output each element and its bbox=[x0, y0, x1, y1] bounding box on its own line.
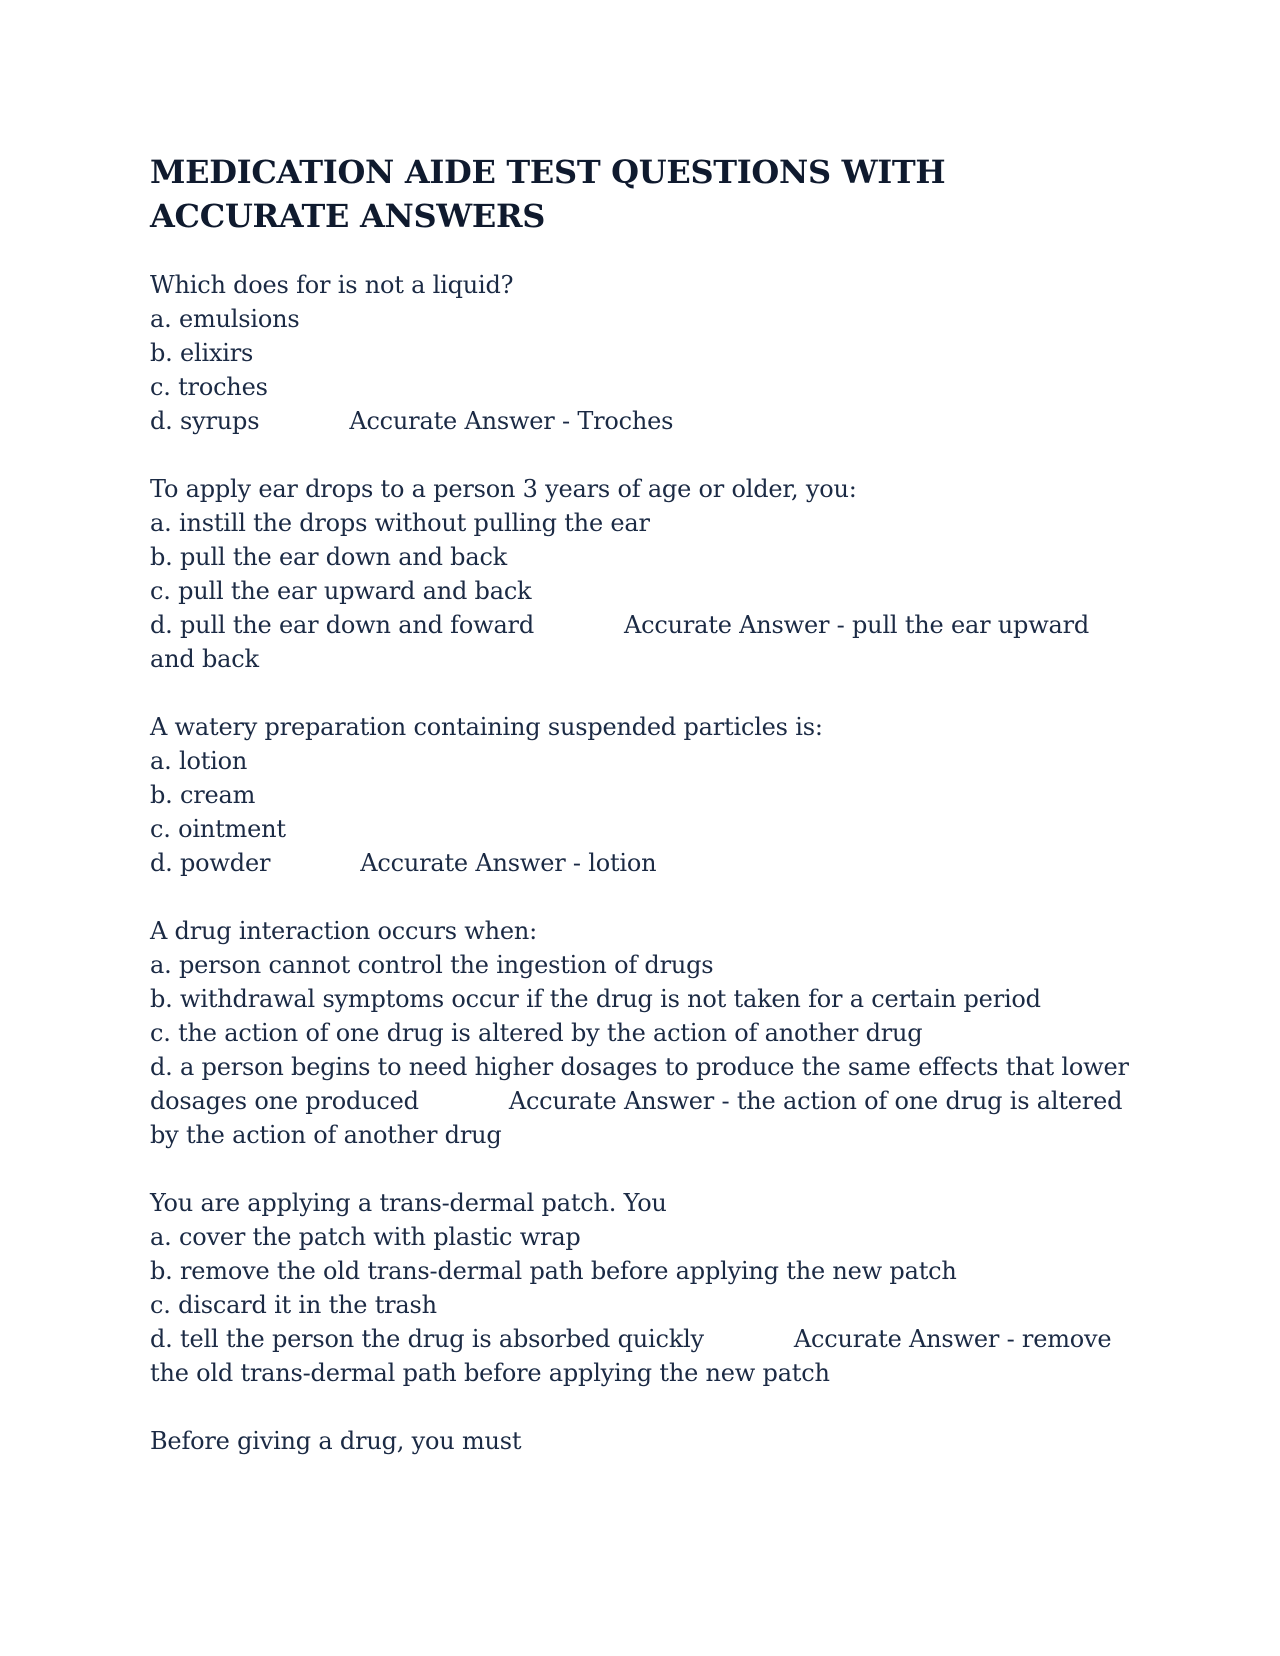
option-b: b. pull the ear down and back bbox=[150, 543, 508, 571]
accurate-answer: Accurate Answer - remove the old trans-dermal path before applying the new patch bbox=[150, 1325, 1112, 1387]
question-block bbox=[150, 472, 1140, 676]
question-block bbox=[150, 710, 1140, 880]
question-text: To apply ear drops to a person 3 years of age or older, you: bbox=[150, 475, 857, 503]
option-a: a. cover the patch with plastic wrap bbox=[150, 1223, 581, 1251]
question-block bbox=[150, 268, 1140, 438]
question-block bbox=[150, 914, 1140, 1152]
option-d: d. pull the ear down and foward bbox=[150, 611, 534, 639]
accurate-answer: Accurate Answer - Troches bbox=[349, 407, 674, 435]
option-c: c. troches bbox=[150, 373, 268, 401]
option-b: b. remove the old trans-dermal path before applying the new patch bbox=[150, 1257, 957, 1285]
option-c: c. ointment bbox=[150, 815, 286, 843]
option-a: a. emulsions bbox=[150, 305, 300, 333]
question-text: A watery preparation containing suspended particles is: bbox=[150, 713, 823, 741]
accurate-answer: Accurate Answer - lotion bbox=[360, 849, 657, 877]
option-a: a. person cannot control the ingestion of drugs bbox=[150, 951, 714, 979]
document-title: MEDICATION AIDE TEST QUESTIONS WITH ACCURATE ANSWERS bbox=[150, 153, 946, 235]
accurate-answer: Accurate Answer - the action of one drug is altered by the action of another drug bbox=[150, 1087, 1123, 1149]
option-d: d. syrups bbox=[150, 407, 260, 435]
option-d-with-answer bbox=[150, 846, 1140, 880]
question-text: You are applying a trans-dermal patch. You bbox=[150, 1189, 667, 1217]
option-a: a. lotion bbox=[150, 747, 248, 775]
question-block bbox=[150, 1186, 1140, 1390]
option-d: d. a person begins to need higher dosages to produce the same effects that lower dosages one produced bbox=[150, 1053, 1129, 1115]
option-c: c. the action of one drug is altered by the action of another drug bbox=[150, 1019, 923, 1047]
accurate-answer: Accurate Answer - pull the ear upward and back bbox=[150, 611, 1090, 673]
document-page bbox=[150, 150, 1140, 1492]
option-c: c. discard it in the trash bbox=[150, 1291, 437, 1319]
question-text: Before giving a drug, you must bbox=[150, 1427, 522, 1455]
option-b: b. elixirs bbox=[150, 339, 254, 367]
option-d-with-answer bbox=[150, 404, 1140, 438]
option-d: d. tell the person the drug is absorbed quickly bbox=[150, 1325, 704, 1353]
option-b: b. cream bbox=[150, 781, 256, 809]
option-a: a. instill the drops without pulling the ear bbox=[150, 509, 650, 537]
question-text: A drug interaction occurs when: bbox=[150, 917, 538, 945]
option-d-with-answer bbox=[150, 1050, 1140, 1152]
option-d: d. powder bbox=[150, 849, 271, 877]
option-b: b. withdrawal symptoms occur if the drug is not taken for a certain period bbox=[150, 985, 1041, 1013]
option-d-with-answer bbox=[150, 1322, 1140, 1390]
option-c: c. pull the ear upward and back bbox=[150, 577, 532, 605]
option-d-with-answer bbox=[150, 608, 1140, 676]
question-block bbox=[150, 1424, 1140, 1458]
question-text: Which does for is not a liquid? bbox=[150, 271, 514, 299]
